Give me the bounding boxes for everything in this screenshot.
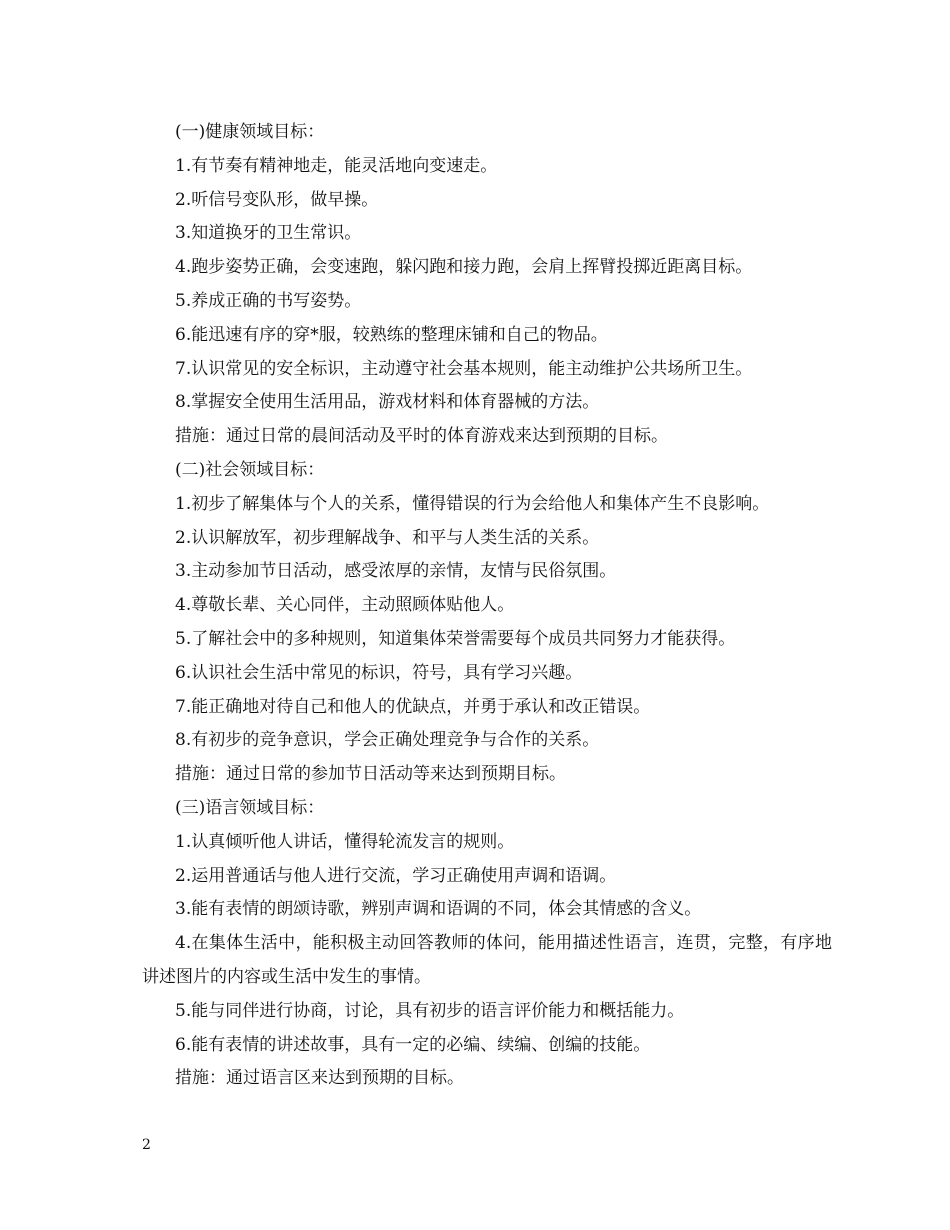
document-body (142, 116, 832, 1096)
paragraph: 1.认真倾听他人讲话，懂得轮流发言的规则。 (175, 831, 515, 852)
paragraph: 3.能有表情的朗颂诗歌，辨别声调和语调的不同，体会其情感的含义。 (175, 899, 702, 920)
paragraph: 2.认识解放军，初步理解战争、和平与人类生活的关系。 (175, 527, 600, 548)
paragraph: 3.主动参加节日活动，感受浓厚的亲情，友情与民俗氛围。 (175, 561, 617, 582)
paragraph: 5.了解社会中的多种规则，知道集体荣誉需要每个成员共同努力才能获得。 (175, 628, 736, 649)
section-heading-language: (三)语言领域目标： (175, 797, 325, 818)
section-heading-health: (一)健康领域目标： (175, 122, 325, 142)
paragraph: 2.听信号变队形，做早操。 (175, 189, 379, 210)
paragraph: 5.能与同伴进行协商，讨论，具有初步的语言评价能力和概括能力。 (175, 1000, 685, 1021)
measures-paragraph: 措施：通过语言区来达到预期的目标。 (175, 1068, 464, 1089)
page-number: 2 (142, 1137, 151, 1153)
measures-paragraph: 措施：通过日常的晨间活动及平时的体育游戏来达到预期的目标。 (175, 426, 668, 447)
paragraph: 2.运用普通话与他人进行交流，学习正确使用声调和语调。 (175, 865, 617, 886)
paragraph: 4.跑步姿势正确，会变速跑，躲闪跑和接力跑，会肩上挥臂投掷近距离目标。 (175, 257, 753, 278)
section-heading-social: (二)社会领域目标： (175, 459, 325, 480)
paragraph: 5.养成正确的书写姿势。 (175, 290, 362, 311)
paragraph: 8.掌握安全使用生活用品，游戏材料和体育器械的方法。 (175, 392, 600, 413)
paragraph: 3.知道换牙的卫生常识。 (175, 223, 362, 244)
paragraph: 7.能正确地对待自己和他人的优缺点，并勇于承认和改正错误。 (175, 696, 651, 717)
paragraph: 4.在集体生活中，能积极主动回答教师的体问，能用描述性语言，连贯，完整，有序地讲述图片的内容或生活中发生的事情。 (142, 933, 832, 987)
paragraph: 6.能迅速有序的穿*服，较熟练的整理床铺和自己的物品。 (175, 324, 608, 345)
paragraph: 6.认识社会生活中常见的标识，符号，具有学习兴趣。 (175, 662, 583, 683)
paragraph: 4.尊敬长辈、关心同伴，主动照顾体贴他人。 (175, 595, 515, 616)
paragraph: 1.初步了解集体与个人的关系，懂得错误的行为会给他人和集体产生不良影响。 (175, 493, 770, 514)
measures-paragraph: 措施：通过日常的参加节日活动等来达到预期目标。 (175, 764, 566, 785)
paragraph: 7.认识常见的安全标识，主动遵守社会基本规则，能主动维护公共场所卫生。 (175, 358, 753, 379)
paragraph: 6.能有表情的讲述故事，具有一定的必编、续编、创编的技能。 (175, 1034, 651, 1055)
paragraph: 8.有初步的竞争意识，学会正确处理竞争与合作的关系。 (175, 730, 600, 751)
paragraph: 1.有节奏有精神地走，能灵活地向变速走。 (175, 155, 498, 176)
